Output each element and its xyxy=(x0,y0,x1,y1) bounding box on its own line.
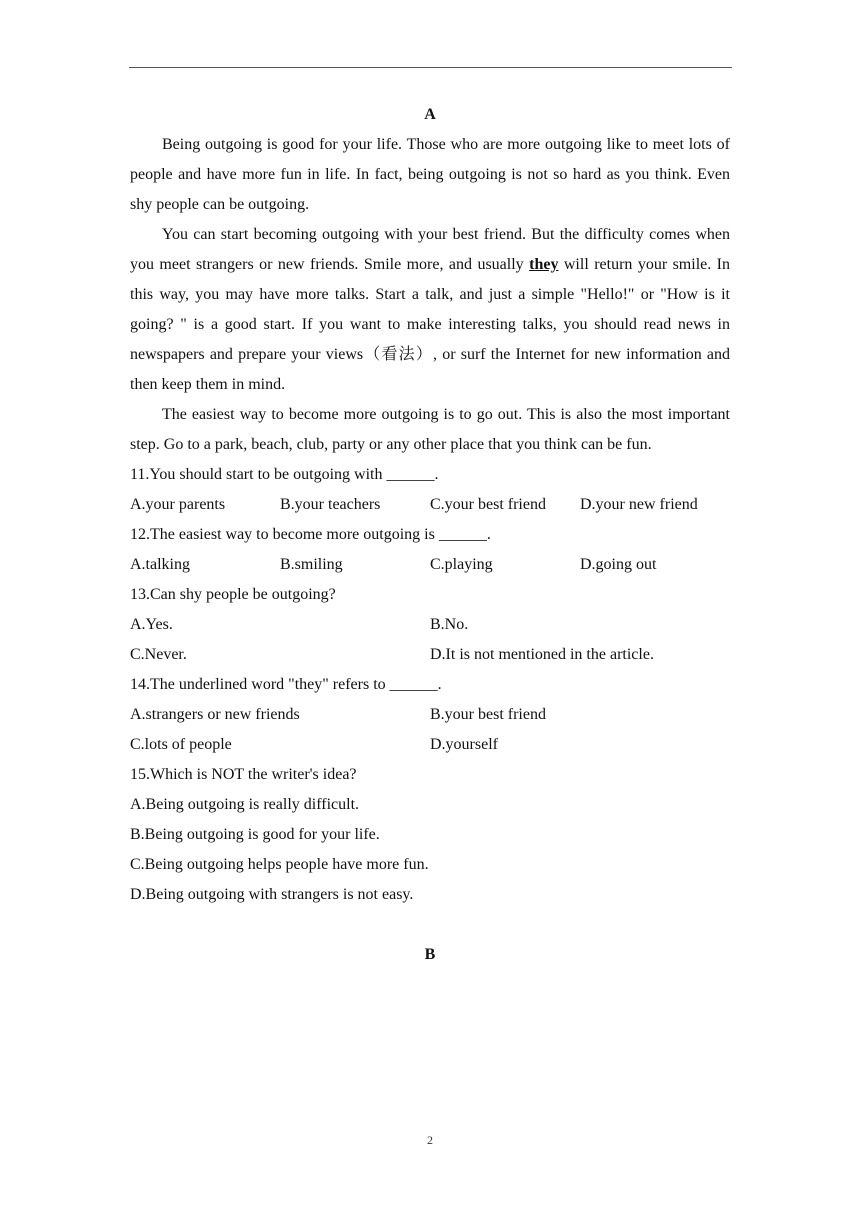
page-number: 2 xyxy=(427,1133,433,1147)
question-13-options-row-1 xyxy=(130,610,730,640)
section-a-heading: A xyxy=(424,106,436,123)
option-c: C.Never. xyxy=(130,646,187,663)
option-c: C.Being outgoing helps people have more fun. xyxy=(130,856,429,873)
section-gap xyxy=(130,910,730,940)
option-c: C.lots of people xyxy=(130,736,232,753)
question-13-options-row-2 xyxy=(130,640,730,670)
option-b: B.Being outgoing is good for your life. xyxy=(130,826,380,843)
option-d: D.your new friend xyxy=(580,496,698,513)
option-a: A.talking xyxy=(130,556,190,573)
question-11-stem: 11.You should start to be outgoing with ______. xyxy=(130,466,439,483)
passage-paragraph-3: The easiest way to become more outgoing is to go out. This is also the most important step. Go to a park, beach, club, party or any other place that you think can be fun. xyxy=(130,406,730,453)
question-14-stem: 14.The underlined word "they" refers to ______. xyxy=(130,676,442,693)
option-b: B.your teachers xyxy=(280,496,381,513)
paragraph-2-text-start: You can start becoming outgoing with your best friend. But the difficulty comes when you meet strangers or new friends. Smile more, and usually xyxy=(130,226,730,273)
option-d: D.going out xyxy=(580,556,657,573)
question-12-options xyxy=(130,550,730,580)
option-a: A.your parents xyxy=(130,496,226,513)
underlined-word-they: they xyxy=(529,256,559,273)
question-11-options xyxy=(130,490,730,520)
question-15-stem: 15.Which is NOT the writer's idea? xyxy=(130,766,357,783)
question-14-options-row-2 xyxy=(130,730,730,760)
section-b-heading: B xyxy=(424,946,436,963)
option-d: D.It is not mentioned in the article. xyxy=(430,646,654,663)
paragraph-2-text-end: will return your smile. In this way, you may have more talks. Start a talk, and just a simple "Hello!" or "How is it going? " is a good start. If you want to make interesting talks, you should read news in newspapers and prepare your views（看法）, or surf the Internet for new information and then keep them in mind. xyxy=(130,256,731,393)
option-a: A.strangers or new friends xyxy=(130,706,300,723)
passage-paragraph-1: Being outgoing is good for your life. Those who are more outgoing like to meet lots of people and have more fun in life. In fact, being outgoing is not so hard as you think. Even shy people can be outgoing. xyxy=(130,136,730,213)
option-b: B.No. xyxy=(430,616,469,633)
exam-content xyxy=(130,100,730,970)
option-a: A.Yes. xyxy=(130,616,173,633)
question-14-options-row-1 xyxy=(130,700,730,730)
option-b: B.your best friend xyxy=(430,706,546,723)
option-d: D.yourself xyxy=(430,736,498,753)
option-a: A.Being outgoing is really difficult. xyxy=(130,796,360,813)
option-b: B.smiling xyxy=(280,556,343,573)
passage-paragraph-2 xyxy=(130,220,730,400)
option-c: C.your best friend xyxy=(430,496,546,513)
question-12-stem: 12.The easiest way to become more outgoing is ______. xyxy=(130,526,491,543)
option-c: C.playing xyxy=(430,556,493,573)
question-13-stem: 13.Can shy people be outgoing? xyxy=(130,586,336,603)
header-rule xyxy=(129,67,732,68)
option-d: D.Being outgoing with strangers is not easy. xyxy=(130,886,414,903)
